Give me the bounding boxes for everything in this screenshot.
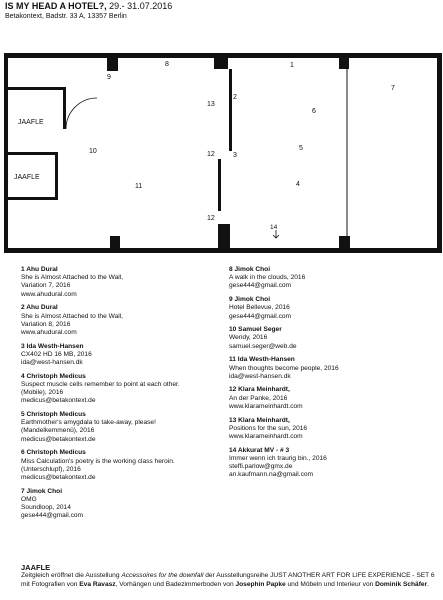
work-artist: 10 Samuel Seger	[229, 326, 282, 334]
jaafle-text	[21, 572, 441, 589]
work-line: Soundloop, 2014	[21, 504, 71, 512]
work-line: Wendy, 2016	[229, 334, 268, 342]
work-artist: 12 Klara Meinhardt,	[229, 386, 290, 394]
work-entry	[229, 296, 439, 321]
work-line: An der Panke, 2016	[229, 394, 288, 402]
work-entry	[21, 343, 231, 368]
jaafle-text-part: und Möbeln und Interieur von	[285, 580, 376, 588]
work-marker-14: 14	[270, 224, 278, 231]
jaafle-text-part: , Vorhängen und Badezimmerboden von	[115, 580, 236, 588]
work-marker-13: 13	[207, 101, 215, 108]
jaafle-text-part: der Ausstellungsreihe JUST ANOTHER ART FOR LIFE EXPERIENCE - SET 6 mit Fotografien von	[21, 572, 435, 588]
work-artist: 4 Christoph Medicus	[21, 372, 86, 380]
work-entry	[229, 417, 439, 442]
floor-plan-walls	[4, 53, 442, 253]
work-line: medicus@betakontext.de	[21, 435, 96, 443]
jaafle-artist-name: Josephin Papke	[235, 580, 286, 588]
work-artist: 3 Ida Westh-Hansen	[21, 342, 84, 350]
header	[5, 0, 172, 22]
work-line: samuel.seger@web.de	[229, 342, 297, 350]
work-line: Hotel Bellevue, 2016	[229, 304, 290, 312]
work-marker-9: 9	[107, 74, 111, 81]
work-marker-12-lower: 12	[207, 215, 215, 222]
work-marker-7: 7	[391, 85, 395, 92]
work-line: When thoughts become people, 2016	[229, 364, 339, 372]
work-entry	[229, 447, 439, 480]
jaafle-title: JAAFLE	[21, 563, 51, 572]
work-entry	[21, 449, 231, 482]
work-artist: 8 Jimok Choi	[229, 266, 271, 273]
work-artist: 1 Ahu Dural	[21, 266, 58, 273]
work-marker-10: 10	[89, 148, 97, 155]
work-marker-2: 2	[233, 94, 237, 101]
work-line: www.klarameinhardt.com	[229, 432, 303, 440]
work-artist: 11 Ida Westh-Hansen	[229, 356, 295, 364]
work-line: ida@west-hansen.dk	[21, 359, 83, 367]
work-line: Variation 8, 2016	[21, 320, 71, 328]
work-line: medicus@betakontext.de	[21, 397, 96, 405]
work-marker-6: 6	[312, 108, 316, 115]
work-entry	[21, 373, 231, 406]
jaafle-note	[21, 563, 441, 589]
work-entry	[21, 266, 231, 299]
jaafle-exhibition-name: Accessoires for the downfall	[121, 572, 204, 579]
work-line: steffi.parlow@gmx.de	[229, 463, 293, 471]
work-line: OMG	[21, 495, 37, 503]
work-entry	[229, 356, 439, 381]
work-marker-5: 5	[299, 145, 303, 152]
work-artist: 13 Klara Meinhardt,	[229, 416, 290, 424]
work-entry	[229, 326, 439, 351]
work-line: (Unterschlupf), 2016	[21, 465, 81, 473]
work-entry	[229, 266, 439, 291]
venue-address: Badstr. 33 A, 13357 Berlin	[43, 13, 127, 20]
work-line: Variation 7, 2016	[21, 282, 71, 290]
work-line: Earthmother's amygdala to take-away, please!	[21, 419, 156, 427]
work-marker-8: 8	[165, 61, 169, 68]
work-entry	[21, 488, 231, 521]
work-entry	[21, 304, 231, 337]
work-marker-11: 11	[135, 183, 143, 190]
work-line: gese444@gmail.com	[21, 512, 84, 520]
work-line: ida@west-hansen.dk	[229, 372, 291, 380]
venue-name: Betakontext,	[5, 13, 44, 20]
venue-line	[5, 12, 172, 22]
work-entry	[229, 386, 439, 411]
work-line: www.ahudural.com	[21, 328, 77, 336]
work-marker-4: 4	[296, 181, 300, 188]
work-line: She is Almost Attached to the Wall,	[21, 274, 124, 282]
floor-plan	[0, 40, 443, 260]
work-artist: 7 Jimok Choi	[21, 487, 63, 495]
work-line: gese444@gmail.com	[229, 312, 292, 320]
work-entry	[21, 411, 231, 444]
work-artist: 6 Christoph Medicus	[21, 449, 86, 457]
jaafle-text-part: Zeitgleich eröffnet die Ausstellung	[21, 572, 122, 579]
jaafle-artist-name: Eva Ravasz	[79, 580, 116, 588]
work-artist: 9 Jimok Choi	[229, 296, 271, 304]
works-list-left	[21, 266, 231, 526]
work-line: medicus@betakontext.de	[21, 473, 96, 481]
work-marker-3: 3	[233, 152, 237, 159]
work-marker-12-upper: 12	[207, 151, 215, 158]
work-line: Miss Calculation's poetry is the working class heroin.	[21, 457, 175, 465]
work-line: Immer wenn ich traurig bin., 2016	[229, 454, 327, 462]
work-marker-1: 1	[290, 62, 294, 69]
work-line: CX402 HD 16 MB, 2016	[21, 350, 92, 358]
work-artist: 2 Ahu Dural	[21, 304, 58, 312]
exhibition-dates: 29.- 31.07.2016	[106, 1, 173, 11]
work-artist: 14 Akkurat MV - # 3	[229, 446, 290, 454]
work-line: She is Almost Attached to the Wall,	[21, 312, 124, 320]
exhibition-title-line	[5, 0, 172, 12]
work-line: www.ahudural.com	[21, 290, 77, 298]
jaafle-artist-name: Dominik Schäfer	[375, 580, 428, 588]
room-label-jaafle-lower: JAAFLE	[14, 174, 40, 181]
work-line: www.klarameinhardt.com	[229, 402, 303, 410]
work-line: an.kaufmann.na@gmail.com	[229, 471, 314, 479]
works-list-right	[229, 266, 439, 485]
jaafle-text-part: .	[427, 580, 430, 588]
work-line: (Mandelkemmenü), 2016	[21, 427, 95, 435]
work-line: A walk in the clouds, 2016	[229, 274, 306, 282]
work-line: (Mobile), 2016	[21, 389, 64, 397]
work-line: Suspect muscle cells remember to point at each other.	[21, 380, 180, 388]
exhibition-title: IS MY HEAD A HOTEL?,	[5, 1, 107, 11]
work-line: Positions for the sun, 2016	[229, 424, 308, 432]
work-line: gese444@gmail.com	[229, 282, 292, 290]
room-label-jaafle-upper: JAAFLE	[18, 119, 44, 126]
work-artist: 5 Christoph Medicus	[21, 411, 86, 419]
